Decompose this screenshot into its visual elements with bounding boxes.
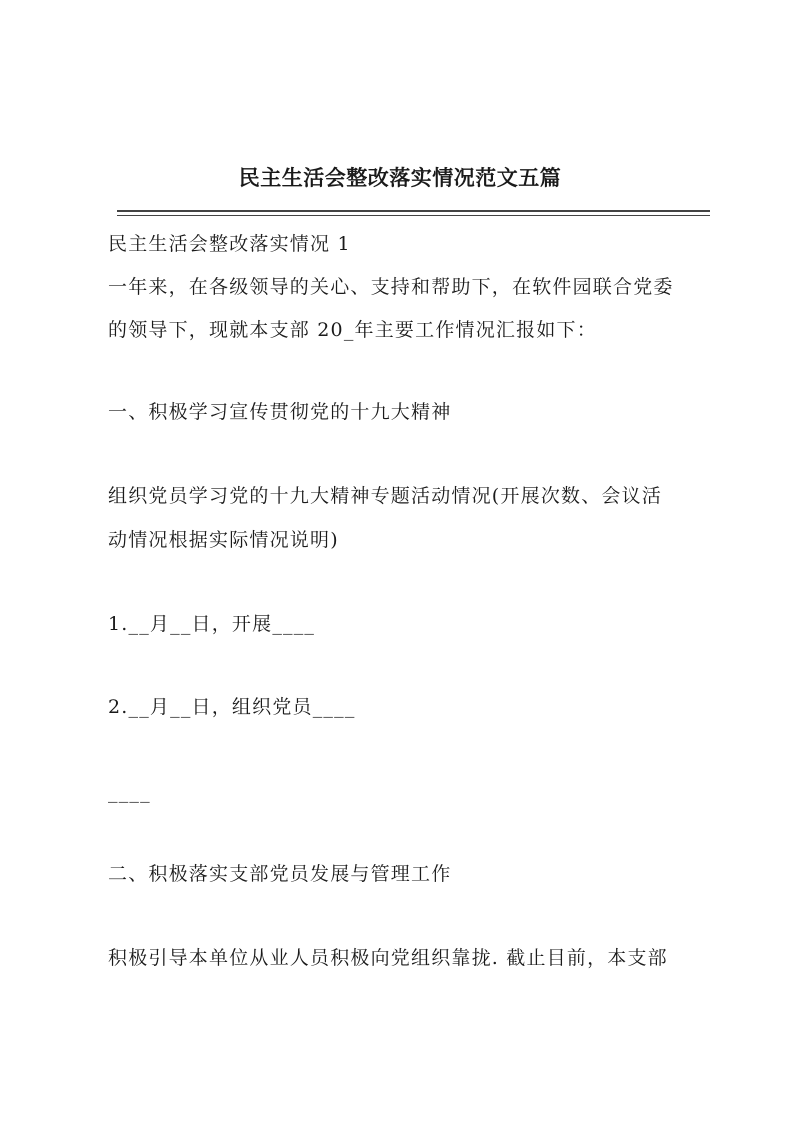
paragraph-line: 一年来，在各级领导的关心、支持和帮助下，在软件园联合党委 xyxy=(108,276,674,298)
document-title: 民主生活会整改落实情况范文五篇 xyxy=(238,165,562,190)
blank-line: ____ xyxy=(108,781,151,803)
section-heading: 一、积极学习宣传贯彻党的十九大精神 xyxy=(108,401,452,423)
paragraph-line: 的领导下，现就本支部 20_年主要工作情况汇报如下： xyxy=(108,319,597,341)
paragraph-line: 动情况根据实际情况说明) xyxy=(108,529,339,551)
section-heading-1: 民主生活会整改落实情况 1 xyxy=(108,233,351,255)
title-divider xyxy=(117,210,710,212)
list-item: 2.__月__日，组织党员____ xyxy=(108,696,356,718)
section-heading: 二、积极落实支部党员发展与管理工作 xyxy=(108,863,452,885)
paragraph-line: 积极引导本单位从业人员积极向党组织靠拢. 截止目前，本支部 xyxy=(108,947,668,969)
paragraph-line: 组织党员学习党的十九大精神专题活动情况(开展次数、会议活 xyxy=(108,485,663,507)
list-item: 1.__月__日，开展____ xyxy=(108,613,316,635)
